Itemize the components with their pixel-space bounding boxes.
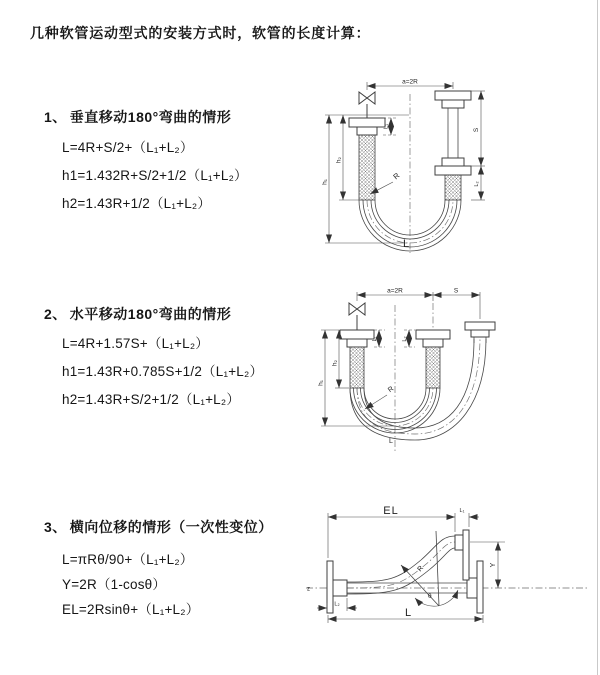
dimensions	[318, 288, 481, 446]
hose-bend-moved	[350, 337, 486, 440]
braided-hose	[445, 175, 461, 200]
braided-hose	[426, 347, 440, 388]
flange	[347, 339, 367, 347]
flange	[465, 322, 495, 330]
axis-break-mark: z	[307, 586, 310, 593]
flange	[435, 91, 471, 100]
formula-line: L=4R+S/2+（L₁+L₂）	[62, 140, 194, 155]
flange	[349, 118, 385, 127]
section-1-heading	[44, 107, 231, 127]
dim-label-el: EL	[383, 505, 399, 517]
section-3-number: 3、	[44, 519, 67, 535]
flange	[471, 330, 489, 337]
flange	[442, 158, 464, 166]
dim-label-l2: L₂	[474, 181, 480, 187]
dim-label-theta: θ	[428, 593, 432, 600]
dim-label-l-total: L	[389, 438, 393, 445]
right-pipe-assembly	[435, 91, 471, 200]
left-pipe-assembly	[349, 92, 385, 200]
formula-line: h2=1.43R+S/2+1/2（L₁+L₂）	[62, 392, 241, 407]
valve-icon	[359, 92, 375, 104]
middle-pipe-assembly	[416, 330, 450, 388]
flange	[423, 339, 443, 347]
dim-label-h2: h₂	[331, 359, 339, 367]
dim-label-h2: h₂	[335, 156, 343, 164]
displaced-flange-assembly	[455, 530, 469, 580]
flange	[435, 166, 471, 175]
flange	[477, 561, 483, 613]
formula-line: L=4R+1.57S+（L₁+L₂）	[62, 336, 209, 351]
dim-label-h1: h₁	[317, 380, 325, 386]
dim-label-l1: L₁	[383, 124, 390, 129]
flange	[442, 100, 464, 108]
dim-label-l2: L₂	[402, 336, 408, 342]
dim-label-r: R	[387, 385, 396, 395]
dim-label-s: S	[453, 287, 459, 295]
dim-label-r: R	[416, 564, 426, 574]
formula-line: h1=1.432R+S/2+1/2（L₁+L₂）	[62, 168, 248, 183]
left-pipe-assembly	[340, 303, 374, 388]
formula-line: EL=2Rsinθ+（L₁+L₂）	[62, 602, 200, 617]
formula-line: h1=1.43R+0.785S+1/2（L₁+L₂）	[62, 364, 264, 379]
diagram-lateral-displacement	[303, 503, 595, 661]
section-2-heading-text: 水平移动180°弯曲的情形	[69, 306, 232, 322]
flange	[455, 535, 463, 550]
braided-hose	[350, 347, 364, 388]
section-3-heading	[44, 517, 273, 537]
diagram-vertical-180-bend	[313, 70, 579, 256]
formula-line: h2=1.43R+1/2（L₁+L₂）	[62, 196, 212, 211]
section-2-heading	[44, 304, 231, 324]
formula-line: Y=2R（1-cosθ）	[62, 577, 167, 592]
valve-icon	[349, 303, 365, 315]
flange	[416, 330, 450, 339]
section-1-heading-text: 垂直移动180°弯曲的情形	[69, 109, 232, 125]
flange	[463, 530, 469, 580]
dim-label-h1: h₁	[321, 179, 329, 185]
dim-label-s: S	[473, 127, 480, 133]
dim-label-a2r: a=2R	[402, 78, 418, 86]
flange	[327, 561, 333, 613]
dim-label-r: R	[391, 170, 402, 182]
section-3-heading-text: 横向位移的情形（一次性变位）	[69, 519, 273, 535]
diagram-horizontal-180-bend	[311, 283, 589, 459]
page-edge-line	[597, 0, 598, 675]
dim-label-l-total: L	[404, 607, 412, 619]
section-2-number: 2、	[44, 306, 67, 322]
dim-label-a2r: a=2R	[387, 287, 403, 295]
flange	[340, 330, 374, 339]
flange	[333, 580, 347, 596]
flange	[357, 127, 377, 135]
section-1-number: 1、	[44, 109, 67, 125]
braided-hose	[359, 135, 375, 200]
dim-label-y: Y	[490, 562, 497, 568]
dim-label-l-total: L	[402, 238, 410, 250]
dim-label-l1: L₁	[459, 508, 465, 514]
flange	[467, 578, 477, 598]
dim-label-l2: L₂	[334, 601, 340, 608]
page-title: 几种软管运动型式的安装方式时，软管的长度计算：	[30, 25, 371, 41]
formula-line: L=πRθ/90+（L₁+L₂）	[62, 552, 194, 567]
dim-label-l1: L₁	[372, 336, 378, 342]
